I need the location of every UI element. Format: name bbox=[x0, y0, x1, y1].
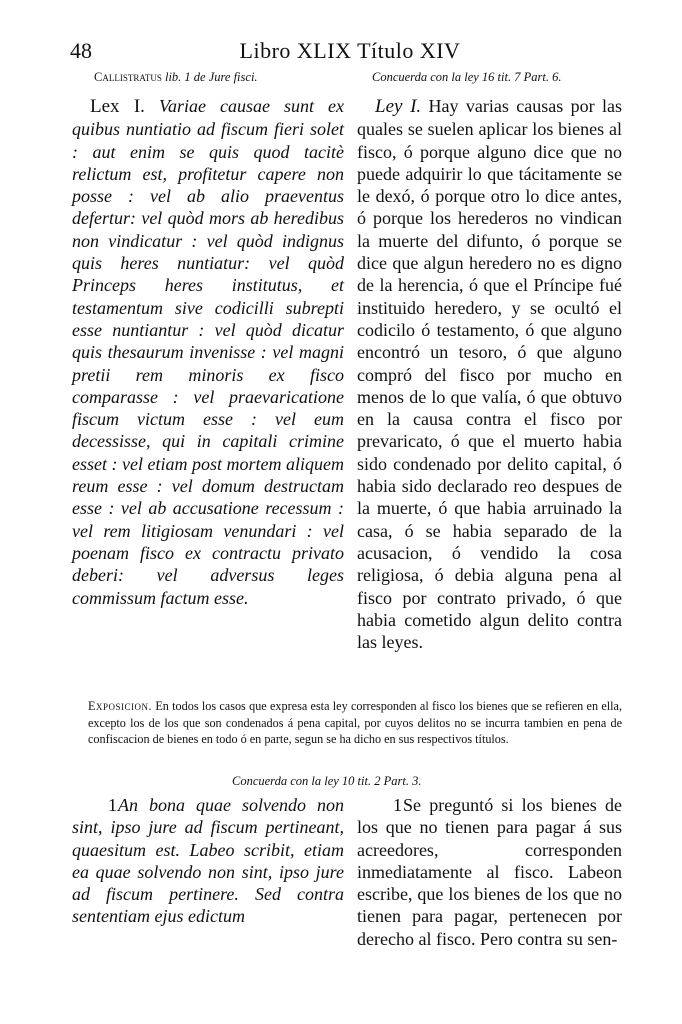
latin-law-1-paragraph bbox=[72, 95, 344, 609]
source-reference: lib. 1 de Jure fisci. bbox=[164, 70, 258, 84]
section-number: 1 bbox=[393, 795, 402, 815]
concordance-note: Concuerda con la ley 16 tit. 7 Part. 6. bbox=[372, 70, 562, 84]
lex-label: Lex I. bbox=[90, 96, 145, 117]
running-title: Libro XLIX Título XIV bbox=[239, 38, 461, 63]
spanish-law-1-paragraph bbox=[357, 95, 622, 653]
exposicion-label: Exposicion. bbox=[88, 699, 152, 713]
source-attribution bbox=[94, 70, 258, 85]
spanish-column-section-1 bbox=[357, 794, 622, 950]
exposicion-note bbox=[88, 698, 622, 748]
page-number: 48 bbox=[70, 38, 92, 63]
ley-text: Hay varias causas por las quales se suelen aplicar los bienes al fisco, ó porque alguno dice que no puede adquirir lo que tácitamente se le dexó, ó porque otro lo dice antes, ó porque los herederos no vindican la muerte del difunto, ó porque se dice que algun heredero no es digno de la herencia, ó que el Príncipe fué instituido heredero, y se ocultó el codicilo ó testamento, ó que alguno encontró un tesoro, ó que alguno compró del fisco por mucho en menos de lo que valía, ó que obtuvo en la causa contra el fisco por prevaricato, ó que el muerto habia sido condenado por delito capital, ó habia sido declarado reo despues de la muerte, ó que habia arruinado la casa, ó se habia separado de la acusacion, ó vendido la cosa religiosa, ó debia alguna pena al fisco por contrato privado, ó que habia cometido algun delito contra las leyes. bbox=[357, 96, 623, 653]
spanish-section-1-text: Se preguntó si los bienes de los que no tienen para pagar á sus acreedores, corresponden inmediatamente al fisco. Labeon escribe, que los bienes de los que no tienen para pagar, pertenecen por derecho al fisco. Pero contra su sen- bbox=[357, 795, 622, 949]
latin-section-1-paragraph bbox=[72, 794, 344, 928]
spanish-column-law-1 bbox=[357, 95, 622, 653]
exposicion-text: En todos los casos que expresa esta ley corresponden al fisco los bienes que se refieren en ella, excepto los de los que son condenados á pena capital, por cuyos delitos no se incurra tambien en pena de confiscacion de bienes en todo ó en parte, segun se ha dicho en sus respectivos títulos. bbox=[88, 699, 622, 747]
latin-column-section-1 bbox=[72, 794, 344, 928]
concordance-note-2: Concuerda con la ley 10 tit. 2 Part. 3. bbox=[232, 774, 422, 788]
section-number: 1 bbox=[108, 795, 117, 815]
page-header bbox=[70, 38, 630, 66]
source-author: Callistratus bbox=[94, 70, 162, 84]
spanish-section-1-paragraph bbox=[357, 794, 622, 950]
lex-text: Variae causae sunt ex quibus nuntiatio ad fiscum fieri solet : aut enim se quis quod tacitè relictum est, profitetur capere non posse : vel ab alio praeventus defertur: vel quòd mors ab heredibus non vindicatur : vel quòd indignus quis heres nuntiatur: vel quòd Princeps heres institutus, et testamentum sive codicilli subrepti esse nuntiantur : vel quòd dicatur quis thesaurum invenisse : vel magni pretii rem minoris ex fisco comparasse : vel praevaricatione fiscum victum esse : vel eum decessisse, qui in capitali crimine esset : vel etiam post mortem aliquem reum esse : vel domum destructam esse : vel ab accusatione recessum : vel rem litigiosam venundari : vel poenam fisco ex contractu privato deberi: vel adversus leges commissum factum esse. bbox=[72, 96, 344, 608]
ley-label: Ley I. bbox=[375, 96, 422, 117]
latin-section-1-text: An bona quae solvendo non sint, ipso jure ad fiscum pertineant, quaesitum est. Labeo scribit, etiam ea quae solvendo non sint, ipso jure ad fiscum pertinere. Sed contra sententiam ejus edictum bbox=[72, 795, 344, 927]
latin-column-law-1 bbox=[72, 95, 344, 609]
